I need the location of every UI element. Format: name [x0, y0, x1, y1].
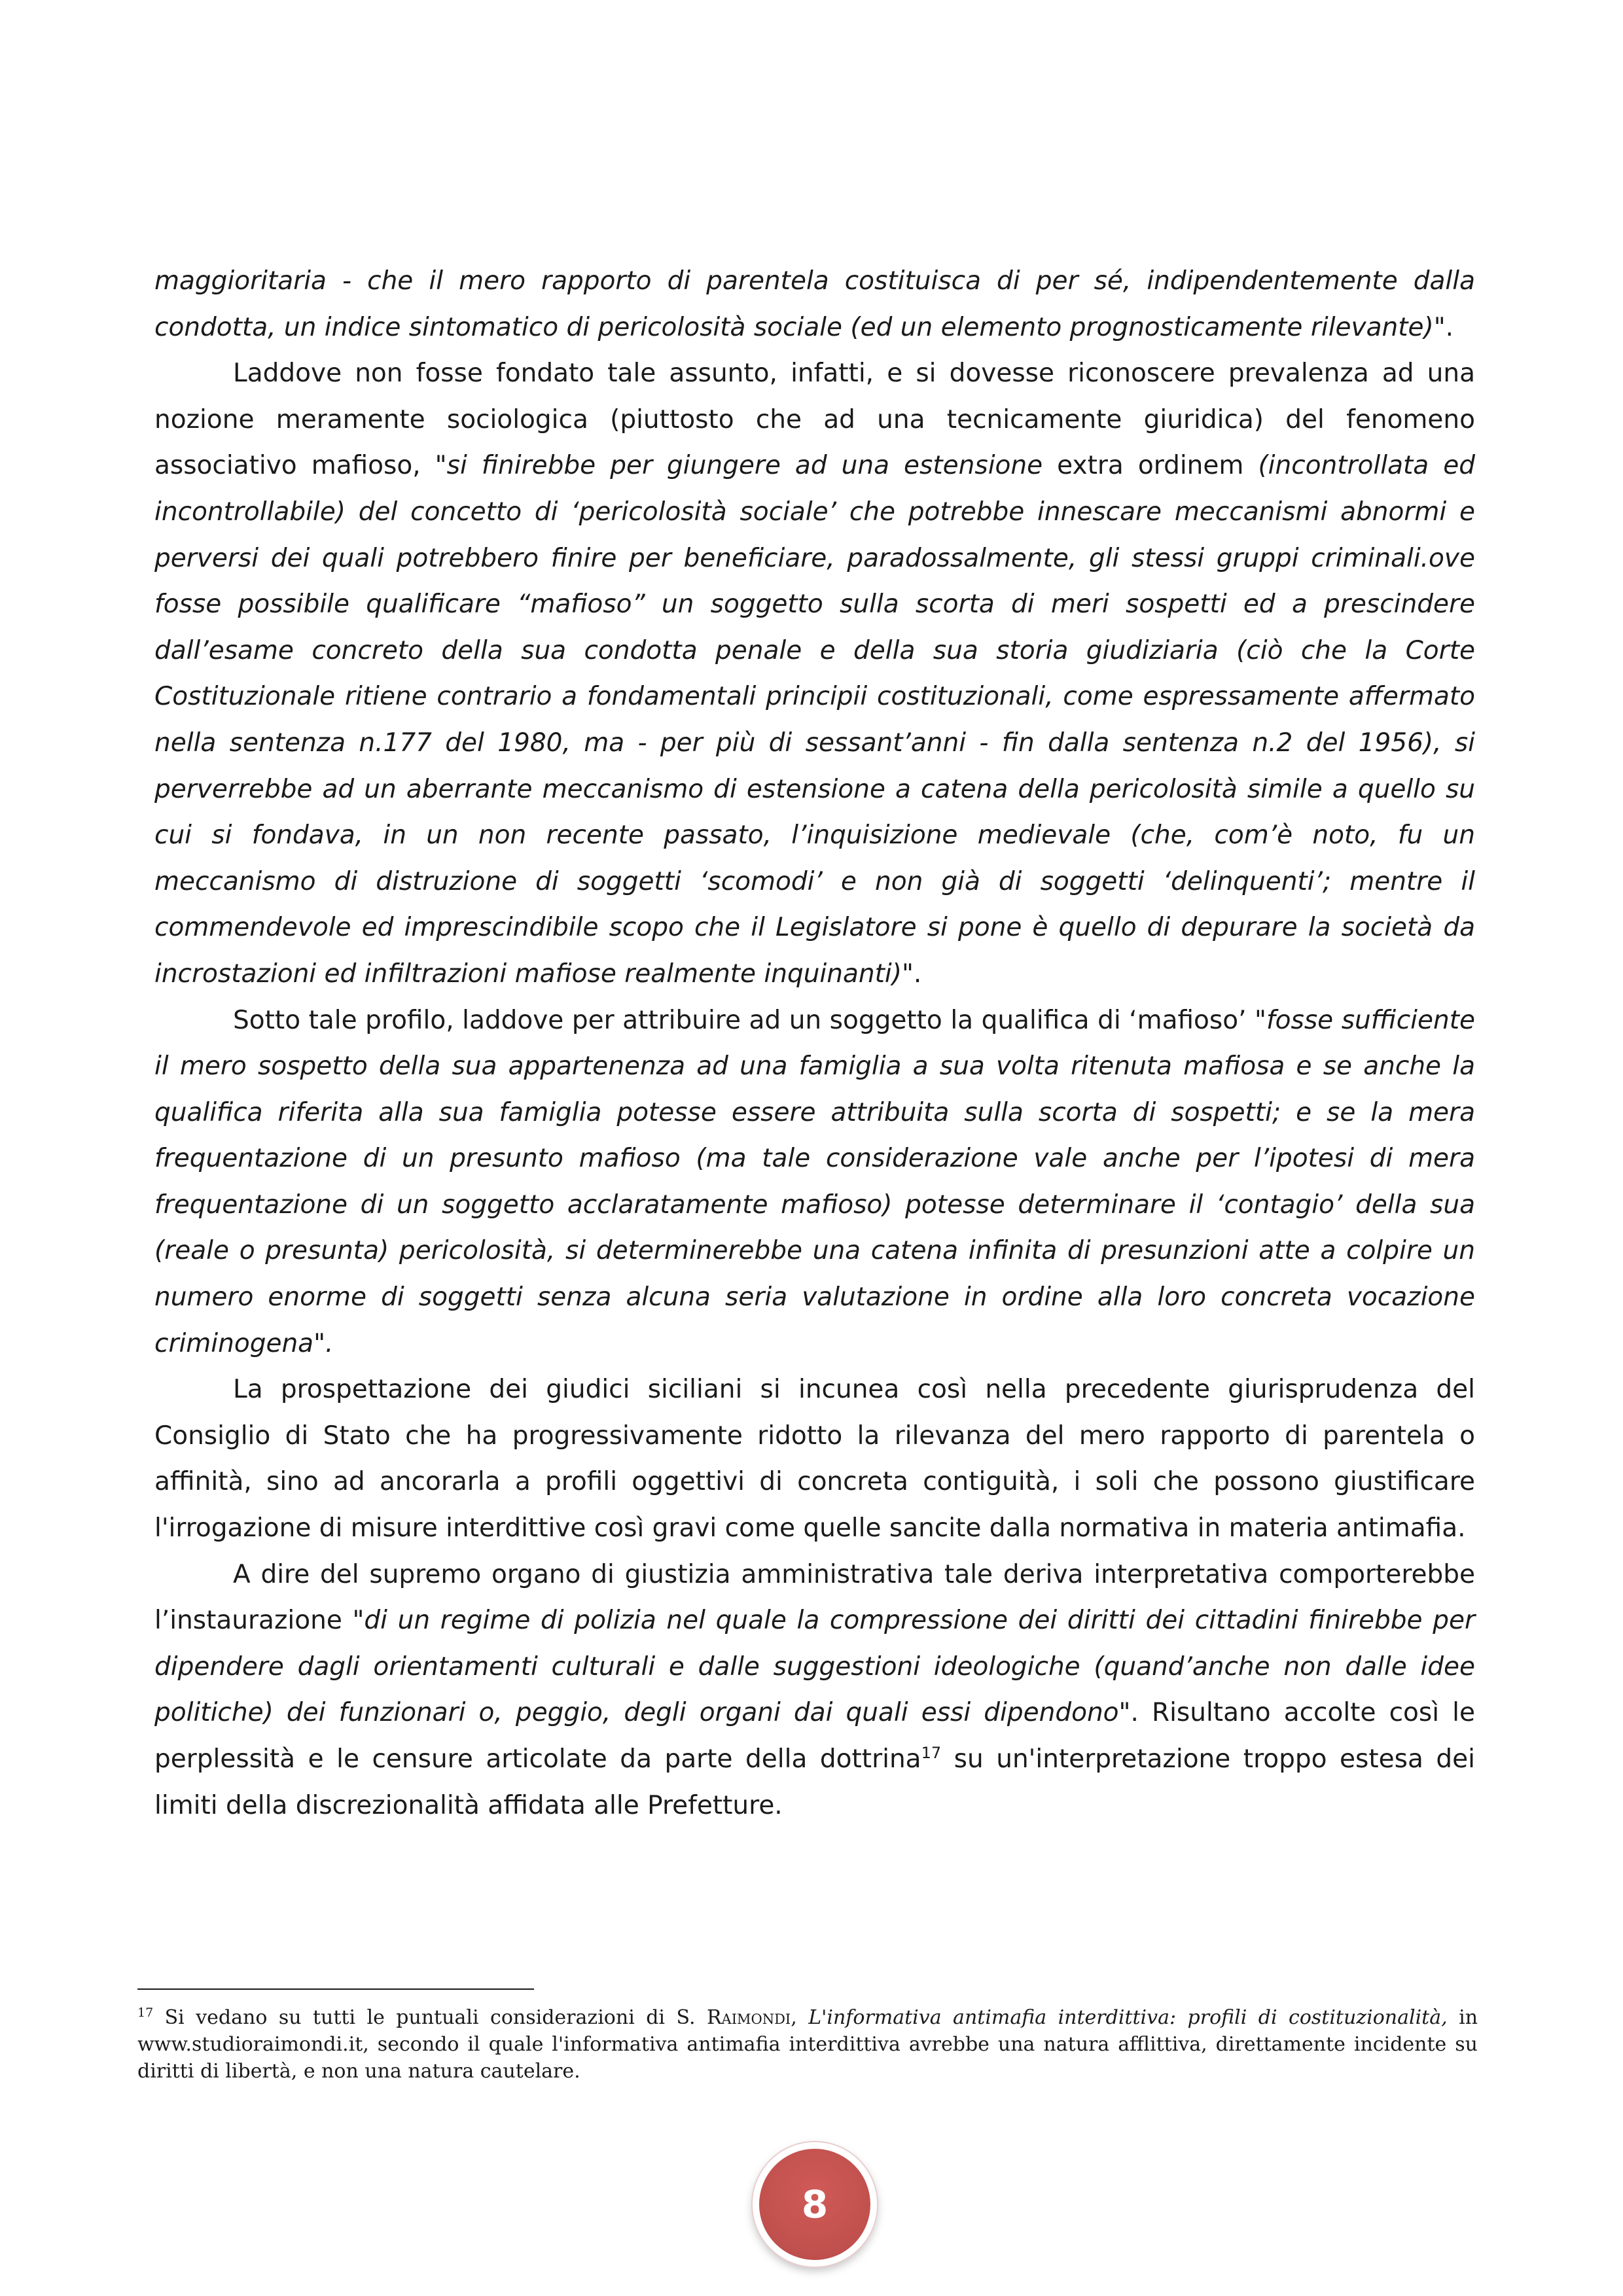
paragraph: [154, 258, 1475, 351]
text-run: ". Risultano accolte così le perplessità e le censure articolate da parte della dottrina: [154, 1698, 1475, 1774]
italic-text-run: si finirebbe per giungere ad una estensione: [446, 451, 1043, 481]
italic-text-run: L'informativa antimafia interdittiva: profili di costituzionalità,: [808, 2006, 1448, 2029]
page-number: 8: [801, 2182, 829, 2227]
footnote-marker: 17: [137, 2005, 154, 2020]
text-run: Laddove non fosse fondato tale assunto, infatti, e si dovesse riconoscere prevalenza ad una nozione meramente sociologica (piuttosto che ad una tecnicamente giuridica) del fenomeno associativo mafioso, ": [154, 359, 1475, 481]
text-run: La prospettazione dei giudici siciliani si incunea così nella precedente giurisprudenza del Consiglio di Stato che ha progressivamente ridotto la rilevanza del mero rapporto di parentela o affinità, sino ad ancorarla a profili oggettivi di concreta contiguità, i soli che possono giustificare l'irrogazione di misure interdittive così gravi come quelle sancite dalla normativa in materia antimafia.: [154, 1375, 1475, 1544]
italic-text-run: maggioritaria - che il mero rapporto di parentela costituisca di per sé, indipendentemente dalla condotta, un indice sintomatico di pericolosità sociale (ed un elemento prognosticamente rilevante): [154, 266, 1475, 342]
text-run: Si vedano su tutti le puntuali considerazioni di S.: [153, 2006, 707, 2029]
text-run: extra ordinem: [1043, 451, 1258, 481]
text-run: ,: [791, 2006, 809, 2029]
text-run: Sotto tale profilo, laddove per attribuire ad un soggetto la qualifica di ‘mafioso’ ": [233, 1005, 1266, 1035]
paragraph: [154, 1552, 1475, 1829]
paragraph: [154, 351, 1475, 997]
text-run: in www.studioraimondi.it, secondo il quale l'informativa antimafia interdittiva avrebbe una natura afflittiva, direttamente incidente su diritti di libertà, e non una natura cautelare.: [137, 2006, 1478, 2083]
italic-text-run: (incontrollata ed incontrollabile) del concetto di ‘pericolosità sociale’ che potrebbe innescare meccanismi abnormi e perversi dei quali potrebbero finire per beneficiare, paradossalmente, gli stessi gruppi criminali.ove fosse possibile qualificare “mafioso” un soggetto sulla scorta di meri sospetti ed a prescindere dall’esame concreto della sua condotta penale e della sua storia giudiziaria (ciò che la Corte Costituzionale ritiene contrario a fondamentali principii costituzionali, come espressamente affermato nella sentenza n.177 del 1980, ma - per più di sessant’anni - fin dalla sentenza n.2 del 1956), si perverrebbe ad un aberrante meccanismo di estensione a catena della pericolosità simile a quello su cui si fondava, in un non recente passato, l’inquisizione medievale (che, com’è noto, fu un meccanismo di distruzione di soggetti ‘scomodi’ e non già di soggetti ‘delinquenti’; mentre il commendevole ed imprescindibile scopo che il Legislatore si pone è quello di depurare la società da incrostazioni ed infiltrazioni mafiose realmente inquinanti): [154, 451, 1475, 989]
text-run: su un'interpretazione troppo estesa dei limiti della discrezionalità affidata alle Prefetture.: [154, 1744, 1475, 1820]
footnote-17: [137, 2004, 1478, 2085]
page-number-badge: [753, 2142, 877, 2267]
footnote-separator: [137, 1988, 534, 1990]
italic-text-run: fosse sufficiente il mero sospetto della sua appartenenza ad una famiglia a sua volta ritenuta mafiosa e se anche la qualifica riferita alla sua famiglia potesse essere attribuita sulla scorta di sospetti; e se la mera frequentazione di un presunto mafioso (ma tale considerazione vale anche per l’ipotesi di mera frequentazione di un soggetto acclaratamente mafioso) potesse determinare il ‘contagio’ della sua (reale o presunta) pericolosità, si determinerebbe una catena infinita di presunzioni atte a colpire un numero enorme di soggetti senza alcuna seria valutazione in ordine alla loro concreta vocazione criminogena".: [154, 1005, 1475, 1358]
text-run: A dire del supremo organo di giustizia amministrativa tale deriva interpretativa comporterebbe l’instaurazione: [154, 1559, 1475, 1636]
italic-text-run: "di un regime di polizia nel quale la compressione dei diritti dei cittadini finirebbe per dipendere dagli orientamenti culturali e dalle suggestioni ideologiche (quand’anche non dalle idee politiche) dei funzionari o, peggio, degli organi dai quali essi dipendono: [154, 1606, 1475, 1728]
text-run: ".: [1433, 312, 1454, 342]
paragraph: [154, 998, 1475, 1368]
author-name: Raimondi: [706, 2006, 791, 2029]
paragraph: [154, 1367, 1475, 1551]
body-text: [154, 258, 1475, 1829]
footnote-reference: 17: [921, 1744, 942, 1762]
text-run: ".: [901, 959, 922, 989]
